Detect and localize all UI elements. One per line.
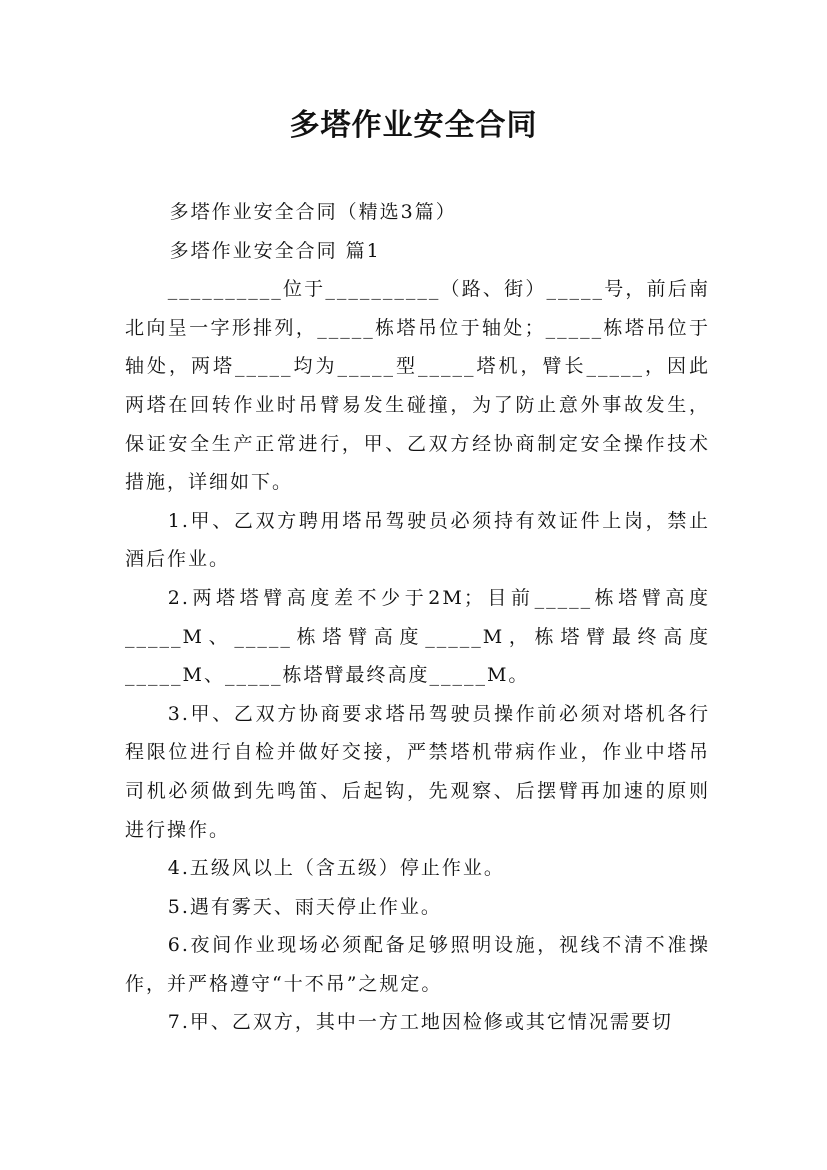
- section-heading: 多塔作业安全合同 篇1: [169, 239, 381, 262]
- clause-4: 4.五级风以上（含五级）停止作业。: [167, 857, 505, 880]
- clause-3: 3.甲、乙双方协商要求塔吊驾驶员操作前必须对塔机各行程限位进行自检并做好交接，严禁塔机带病作业，作业中塔吊司机必须做到先鸣笛、后起钩，先观察、后摆臂再加速的原则进行操作。: [125, 702, 710, 841]
- clause-7: 7.甲、乙双方，其中一方工地因检修或其它情况需要切: [167, 1011, 673, 1034]
- clause-5: 5.遇有雾天、雨天停止作业。: [167, 895, 442, 918]
- intro-paragraph: __________位于__________（路、街）_____号，前后南北向呈一字形排列，_____栋塔吊位于轴处；_____栋塔吊位于轴处，两塔_____均为_____型_____塔机，臂长_____，因此两塔在回转作业时吊臂易发生碰撞，为了防止意外事故发生，保证安全生产正常进行，甲、乙双方经协商制定安全操作技术措施，详细如下。: [125, 278, 710, 494]
- clause-6: 6.夜间作业现场必须配备足够照明设施，视线不清不准操作，并严格遵守“十不吊”之规定。: [125, 934, 710, 995]
- clause-1: 1.甲、乙双方聘用塔吊驾驶员必须持有效证件上岗，禁止酒后作业。: [125, 509, 710, 571]
- clause-2: 2.两塔塔臂高度差不少于2M；目前_____栋塔臂高度_____M、_____栋塔臂高度_____M，栋塔臂最终高度_____M、_____栋塔臂最终高度_____M。: [125, 586, 710, 687]
- document-subtitle: 多塔作业安全合同（精选3篇）: [169, 201, 457, 223]
- document-body: [125, 193, 710, 1042]
- document-title: 多塔作业安全合同: [289, 108, 538, 143]
